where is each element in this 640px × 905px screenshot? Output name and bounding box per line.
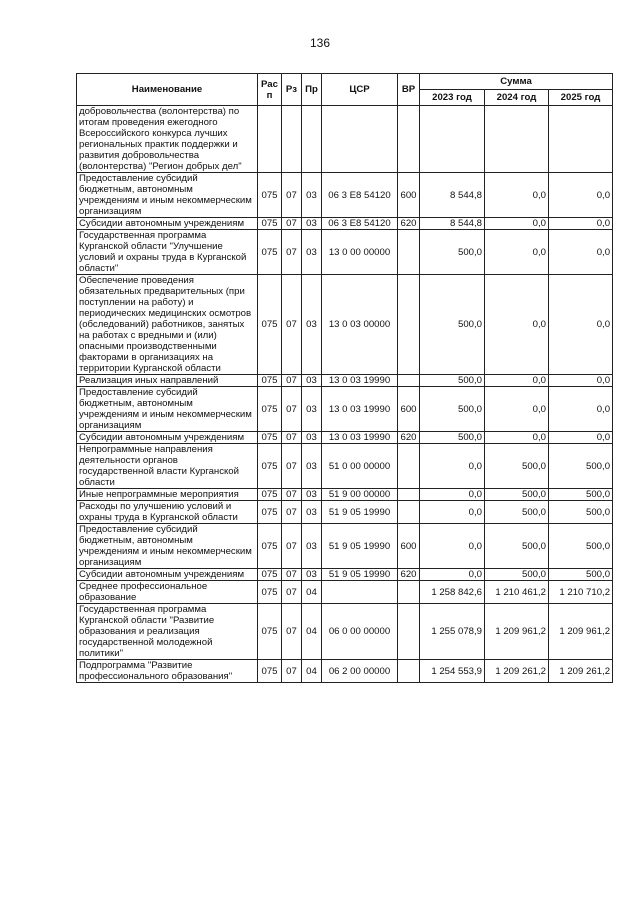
col-header-rasp: Рас п: [258, 74, 282, 106]
cell-pr: 03: [302, 444, 322, 489]
cell-name: Предоставление субсидий бюджетным, автономным учреждениям и иным некоммерческим организациям: [77, 387, 258, 432]
cell-y2023: 1 254 553,9: [420, 660, 485, 683]
cell-rasp: 075: [258, 444, 282, 489]
cell-y2024: 500,0: [485, 489, 549, 501]
cell-rasp: 075: [258, 660, 282, 683]
cell-y2024: 0,0: [485, 230, 549, 275]
cell-name: Субсидии автономным учреждениям: [77, 569, 258, 581]
cell-name: Иные непрограммные мероприятия: [77, 489, 258, 501]
cell-csr: 13 0 03 00000: [322, 275, 398, 375]
cell-vr: 600: [398, 173, 420, 218]
cell-name: Государственная программа Курганской области "Развитие образования и реализация государственной молодежной политики": [77, 604, 258, 660]
cell-rasp: 075: [258, 489, 282, 501]
cell-rasp: 075: [258, 230, 282, 275]
cell-rz: 07: [282, 375, 302, 387]
cell-rasp: 075: [258, 173, 282, 218]
cell-vr: [398, 275, 420, 375]
cell-rasp: 075: [258, 387, 282, 432]
cell-rz: [282, 106, 302, 173]
cell-vr: 620: [398, 432, 420, 444]
header-row-1: [77, 74, 613, 90]
cell-rasp: 075: [258, 569, 282, 581]
cell-y2024: 500,0: [485, 524, 549, 569]
cell-y2023: 1 258 842,6: [420, 581, 485, 604]
cell-pr: 04: [302, 604, 322, 660]
cell-rasp: 075: [258, 604, 282, 660]
cell-y2023: 0,0: [420, 569, 485, 581]
table-row: [77, 387, 613, 432]
cell-rasp: 075: [258, 501, 282, 524]
cell-name: Реализация иных направлений: [77, 375, 258, 387]
page-number: 136: [309, 36, 331, 50]
cell-csr: 51 9 05 19990: [322, 569, 398, 581]
cell-y2024: 500,0: [485, 444, 549, 489]
cell-y2025: 0,0: [549, 432, 613, 444]
table-row: [77, 230, 613, 275]
col-header-pr: Пр: [302, 74, 322, 106]
cell-csr: 51 0 00 00000: [322, 444, 398, 489]
cell-vr: 620: [398, 218, 420, 230]
cell-y2024: 1 209 261,2: [485, 660, 549, 683]
cell-y2023: 500,0: [420, 230, 485, 275]
cell-name: Обеспечение проведения обязательных предварительных (при поступлении на работу) и периодических медицинских осмотров (обследований) работников, занятых на работах с вредными и (или) опасными производственными факторами в организациях на территории Курганской области: [77, 275, 258, 375]
cell-pr: 03: [302, 387, 322, 432]
cell-rz: 07: [282, 489, 302, 501]
table-row: [77, 432, 613, 444]
cell-y2024: 0,0: [485, 173, 549, 218]
cell-y2023: 8 544,8: [420, 218, 485, 230]
cell-vr: [398, 501, 420, 524]
cell-y2024: 0,0: [485, 432, 549, 444]
cell-name: Предоставление субсидий бюджетным, автономным учреждениям и иным некоммерческим организациям: [77, 173, 258, 218]
cell-rasp: 075: [258, 432, 282, 444]
cell-rz: 07: [282, 569, 302, 581]
cell-pr: 03: [302, 375, 322, 387]
cell-y2025: [549, 106, 613, 173]
cell-y2023: 500,0: [420, 275, 485, 375]
table-body: [77, 106, 613, 683]
cell-y2023: 0,0: [420, 524, 485, 569]
cell-csr: 06 3 Е8 54120: [322, 173, 398, 218]
cell-y2023: 500,0: [420, 375, 485, 387]
table-row: [77, 275, 613, 375]
cell-csr: 13 0 03 19990: [322, 432, 398, 444]
cell-pr: 03: [302, 432, 322, 444]
col-header-rz: Рз: [282, 74, 302, 106]
cell-rasp: 075: [258, 581, 282, 604]
table-row: [77, 106, 613, 173]
cell-y2024: 0,0: [485, 387, 549, 432]
cell-y2025: 500,0: [549, 524, 613, 569]
cell-vr: [398, 660, 420, 683]
cell-csr: 13 0 03 19990: [322, 387, 398, 432]
cell-vr: 600: [398, 524, 420, 569]
col-header-sum: Сумма: [420, 74, 613, 90]
cell-csr: [322, 106, 398, 173]
cell-y2025: 500,0: [549, 444, 613, 489]
cell-y2023: 0,0: [420, 489, 485, 501]
cell-y2025: 500,0: [549, 569, 613, 581]
cell-rz: 07: [282, 173, 302, 218]
cell-y2024: 0,0: [485, 375, 549, 387]
cell-y2024: 500,0: [485, 569, 549, 581]
cell-y2023: 500,0: [420, 387, 485, 432]
cell-vr: [398, 230, 420, 275]
cell-rz: 07: [282, 660, 302, 683]
cell-rz: 07: [282, 230, 302, 275]
cell-rz: 07: [282, 581, 302, 604]
table-row: [77, 444, 613, 489]
cell-y2025: 0,0: [549, 375, 613, 387]
cell-y2023: 0,0: [420, 444, 485, 489]
cell-name: Непрограммные направления деятельности органов государственной власти Курганской области: [77, 444, 258, 489]
col-header-vr: ВР: [398, 74, 420, 106]
cell-pr: 03: [302, 501, 322, 524]
cell-rz: 07: [282, 604, 302, 660]
cell-name: Расходы по улучшению условий и охраны труда в Курганской области: [77, 501, 258, 524]
cell-y2025: 0,0: [549, 218, 613, 230]
cell-pr: 04: [302, 581, 322, 604]
cell-csr: 06 0 00 00000: [322, 604, 398, 660]
table-row: [77, 581, 613, 604]
cell-rasp: 075: [258, 275, 282, 375]
cell-csr: 51 9 00 00000: [322, 489, 398, 501]
cell-y2025: 0,0: [549, 387, 613, 432]
cell-pr: 03: [302, 173, 322, 218]
table-row: [77, 660, 613, 683]
cell-pr: 03: [302, 489, 322, 501]
cell-y2024: 0,0: [485, 218, 549, 230]
cell-rz: 07: [282, 432, 302, 444]
cell-pr: 03: [302, 230, 322, 275]
cell-csr: 06 3 Е8 54120: [322, 218, 398, 230]
cell-csr: 51 9 05 19990: [322, 501, 398, 524]
table-row: [77, 218, 613, 230]
cell-y2025: 500,0: [549, 501, 613, 524]
cell-vr: [398, 604, 420, 660]
cell-vr: [398, 106, 420, 173]
cell-y2025: 1 209 261,2: [549, 660, 613, 683]
cell-name: Субсидии автономным учреждениям: [77, 432, 258, 444]
table-row: [77, 604, 613, 660]
cell-rasp: 075: [258, 375, 282, 387]
cell-csr: 51 9 05 19990: [322, 524, 398, 569]
table-row: [77, 524, 613, 569]
cell-pr: 03: [302, 218, 322, 230]
cell-rz: 07: [282, 387, 302, 432]
cell-pr: 03: [302, 524, 322, 569]
cell-rz: 07: [282, 444, 302, 489]
cell-name: Среднее профессиональное образование: [77, 581, 258, 604]
cell-y2024: 0,0: [485, 275, 549, 375]
cell-rz: 07: [282, 275, 302, 375]
cell-pr: [302, 106, 322, 173]
cell-rasp: [258, 106, 282, 173]
cell-rz: 07: [282, 501, 302, 524]
cell-y2023: 8 544,8: [420, 173, 485, 218]
cell-name: Государственная программа Курганской области "Улучшение условий и охраны труда в Курганской области": [77, 230, 258, 275]
col-header-2025: 2025 год: [549, 90, 613, 106]
cell-vr: 600: [398, 387, 420, 432]
table-row: [77, 489, 613, 501]
col-header-name: Наименование: [77, 74, 258, 106]
cell-csr: [322, 581, 398, 604]
table-row: [77, 173, 613, 218]
cell-rasp: 075: [258, 218, 282, 230]
cell-rz: 07: [282, 218, 302, 230]
cell-vr: [398, 444, 420, 489]
table-row: [77, 501, 613, 524]
cell-vr: [398, 489, 420, 501]
cell-y2024: [485, 106, 549, 173]
cell-y2025: 500,0: [549, 489, 613, 501]
cell-y2023: 500,0: [420, 432, 485, 444]
col-header-2024: 2024 год: [485, 90, 549, 106]
cell-csr: 06 2 00 00000: [322, 660, 398, 683]
cell-name: добровольчества (волонтерства) по итогам проведения ежегодного Всероссийского конкурса лучших региональных практик поддержки и развития добровольчества (волонтерства) "Регион добрых дел": [77, 106, 258, 173]
cell-y2023: 1 255 078,9: [420, 604, 485, 660]
col-header-2023: 2023 год: [420, 90, 485, 106]
cell-name: Подпрограмма "Развитие профессионального образования": [77, 660, 258, 683]
cell-y2025: 0,0: [549, 275, 613, 375]
cell-rasp: 075: [258, 524, 282, 569]
cell-y2025: 1 209 961,2: [549, 604, 613, 660]
table-row: [77, 375, 613, 387]
cell-vr: 620: [398, 569, 420, 581]
cell-y2024: 500,0: [485, 501, 549, 524]
budget-table: [76, 73, 613, 683]
cell-pr: 03: [302, 569, 322, 581]
cell-y2025: 1 210 710,2: [549, 581, 613, 604]
cell-y2024: 1 209 961,2: [485, 604, 549, 660]
cell-name: Субсидии автономным учреждениям: [77, 218, 258, 230]
cell-vr: [398, 581, 420, 604]
cell-y2024: 1 210 461,2: [485, 581, 549, 604]
cell-pr: 03: [302, 275, 322, 375]
cell-y2023: 0,0: [420, 501, 485, 524]
cell-rz: 07: [282, 524, 302, 569]
cell-vr: [398, 375, 420, 387]
cell-name: Предоставление субсидий бюджетным, автономным учреждениям и иным некоммерческим организациям: [77, 524, 258, 569]
cell-y2023: [420, 106, 485, 173]
cell-y2025: 0,0: [549, 173, 613, 218]
table-row: [77, 569, 613, 581]
cell-csr: 13 0 00 00000: [322, 230, 398, 275]
cell-pr: 04: [302, 660, 322, 683]
cell-y2025: 0,0: [549, 230, 613, 275]
cell-csr: 13 0 03 19990: [322, 375, 398, 387]
col-header-csr: ЦСР: [322, 74, 398, 106]
